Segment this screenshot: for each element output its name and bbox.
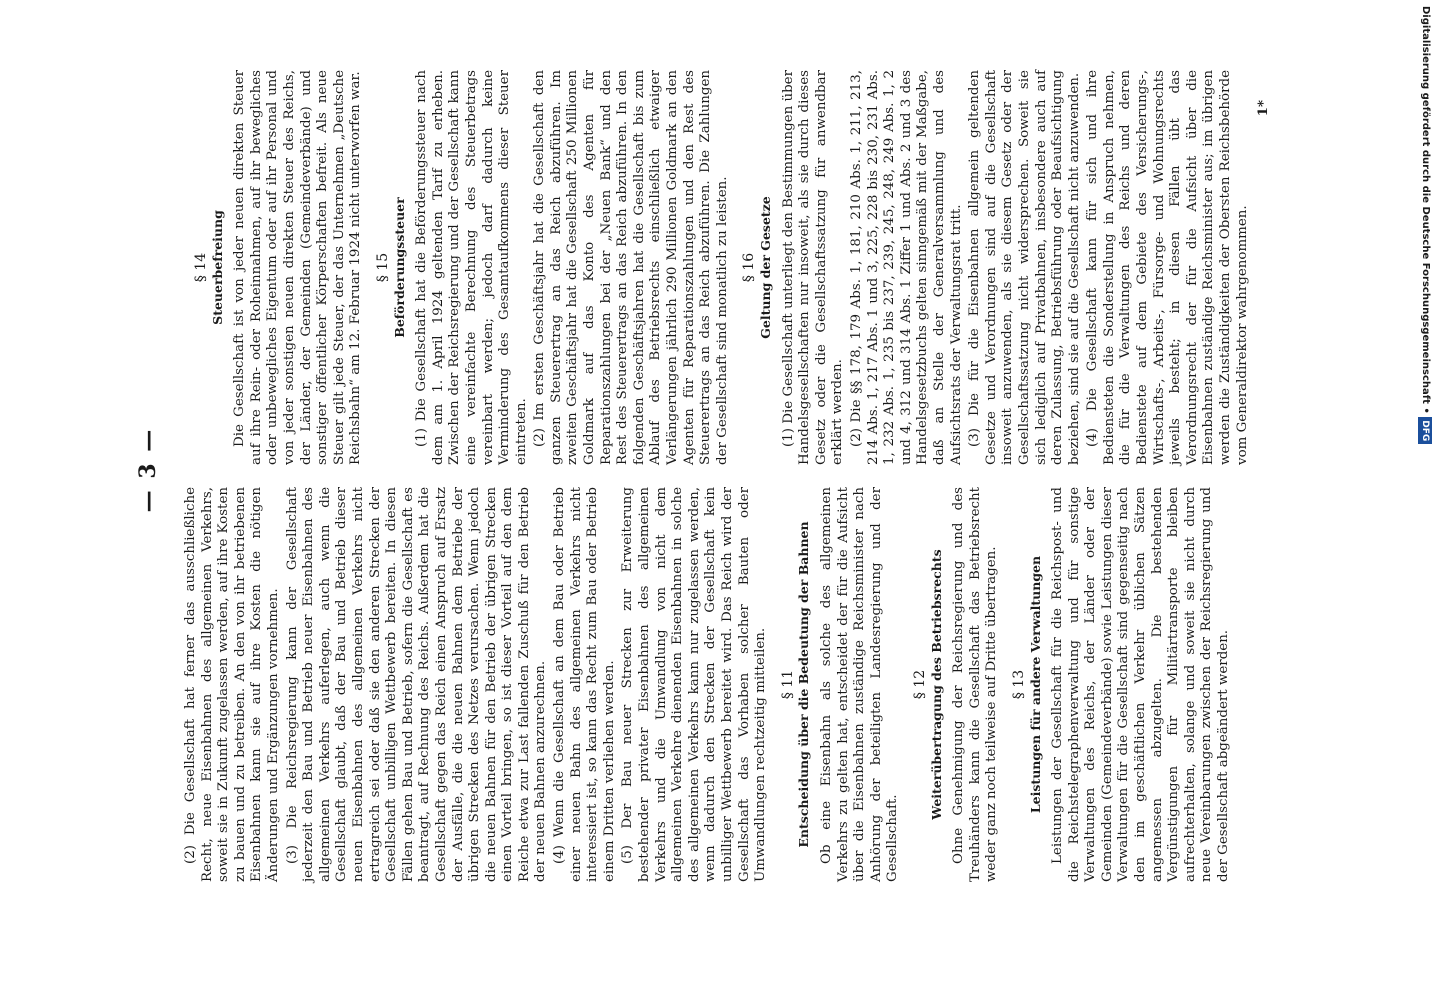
section-number: § 14	[193, 252, 209, 283]
section-title: Geltung der Gesetze	[758, 196, 773, 339]
dfg-note-text: Digitalisierung gefördert durch die Deutsche Forschungsgemeinschaft •	[1420, 6, 1431, 414]
paragraph: (4) Wenn die Gesellschaft an dem Bau oder Betrieb einer neuen Bahn des allgemeinen Verkehrs nicht interessiert ist, so kann das Recht zum Bau oder Betrieb einem Dritten verliehen werden.	[552, 487, 617, 882]
paragraph: (5) Der Bau neuer Strecken zur Erweiterung bestehender privater Eisenbahnen des allgemeinen Verkehrs und die Umwandlung von nicht dem allgemeinen Verkehre dienenden Eisenbahnen in solche des allgemeinen Verkehrs kann nur zugelassen werden, wenn dadurch den Strecken der Gesellschaft kein unbilliger Wettbewerb bereitet wird. Das Reich wird der Gesellschaft das Vorhaben solcher Bauten oder Umwandlungen rechtzeitig mitteilen.	[620, 487, 769, 882]
dfg-logo: DFG	[1418, 417, 1432, 444]
signature-mark: 1*	[1255, 100, 1272, 117]
page-number: — 3 —	[135, 427, 161, 513]
section-title: Steuerbefreiung	[209, 210, 225, 325]
paragraph: (3) Die für die Eisenbahnen allgemein geltenden Gesetze und Verordnungen sind auf die Gesellschaft insoweit anzuwenden, als sie diesem Gesetz oder der Gesellschaftssatzung nicht widersprechen. Soweit sie sich lediglich auf Privatbahnen, insbesondere auch auf deren Zulassung, Betriebsführung oder Beaufsichtigung beziehen, sind sie auf die Gesellschaft nicht anzuwenden.	[967, 70, 1082, 465]
paragraph: (1) Die Gesellschaft unterliegt den Bestimmungen über Handelsgesellschaften nur insoweit, als sie durch dieses Gesetz oder die Gesellschaftssatzung für anwendbar erklärt werden.	[780, 70, 846, 465]
paragraph: Die Gesellschaft ist von jeder neuen direkten Steuer auf ihre Rein- oder Roheinnahmen, auf ihr bewegliches oder unbewegliches Eigentum oder auf ihr Personal und von jeder sonstigen neuen direkten Steuer des Reichs, der Länder, der Gemeinden (Gemeindeverbände) und sonstiger öffentlicher Körperschaften befreit. Als neue Steuer gilt jede Steuer, der das Unternehmen „Deutsche Reichsbahn“ am 12. Februar 1924 nicht unterworfen war.	[232, 70, 364, 465]
section-number: § 13	[1010, 669, 1027, 700]
section-number: § 12	[911, 669, 928, 700]
section-title: Leistungen für andere Verwaltungen	[1027, 555, 1043, 814]
section-title: Weiterübertragung des Betriebsrechts	[928, 549, 944, 820]
right-column	[183, 70, 1272, 465]
paragraph: (4) Die Gesellschaft kann für sich und ihre Bediensteten die Sonderstellung in Anspruch nehmen, die für die Verwaltungen des Reichs und deren Bedienstete auf dem Gebiete des Versicherungs-, Wirtschafts-, Arbeits-, Fürsorge- und Wohnungsrechts jeweils besteht; in diesen Fällen übt das Verordnungsrecht der für die Aufsicht über die Eisenbahnen zuständige Reichsminister aus; im übrigen werden die Zuständigkeiten der Obersten Reichsbehörde vom Generaldirektor wahrgenommen.	[1085, 70, 1250, 465]
paragraph: (3) Die Reichsregierung kann der Gesellschaft jederzeit den Bau und Betrieb neuer Eisenbahnen des allgemeinen Verkehrs auferlegen, auch wenn die Gesellschaft glaubt, daß der Bau und Betrieb dieser neuen Eisenbahnen des allgemeinen Verkehrs nicht ertragreich sei oder daß sie den anderen Strecken der Gesellschaft unbilligen Wettbewerb bereiten. In diesen Fällen gehen Bau und Betrieb, sofern die Gesellschaft es beantragt, auf Rechnung des Reichs. Außerdem hat die Gesellschaft gegen das Reich einen Anspruch auf Ersatz der Ausfälle, die die neuen Bahnen dem Betriebe der übrigen Strecken des Netzes verursachen. Wenn jedoch die neuen Bahnen für den Betrieb der übrigen Strecken einen Vorteil bringen, so ist dieser Vorteil auf den dem Reiche etwa zur Last fallenden Zuschuß für den Betrieb der neuen Bahnen anzurechnen.	[284, 487, 549, 882]
dfg-side-note	[1418, 6, 1432, 996]
paragraph: (2) Die Gesellschaft hat ferner das ausschließliche Recht, neue Eisenbahnen des allgemeinen Verkehrs, soweit sie in Zukunft zugelassen werden, auf ihre Kosten zu bauen und zu betreiben. An den von ihr betriebenen Eisenbahnen kann sie auf ihre Kosten die nötigen Änderungen und Ergänzungen vornehmen.	[183, 487, 281, 882]
paragraph: Ob eine Eisenbahn als solche des allgemeinen Verkehrs zu gelten hat, entscheidet der für die Aufsicht über die Eisenbahnen zuständige Reichsminister nach Anhörung der beteiligten Landesregierung und der Gesellschaft.	[818, 487, 901, 882]
section-number: § 15	[374, 252, 391, 283]
section-number: § 16	[741, 252, 758, 283]
section-title: Entscheidung über die Bedeutung der Bahnen	[796, 521, 812, 848]
paragraph: Leistungen der Gesellschaft für die Reichspost- und die Reichstelegraphenverwaltung und für sonstige Verwaltungen des Reichs, der Länder oder der Gemeinden (Gemeindeverbände) sowie Leistungen dieser Verwaltungen für die Gesellschaft sind gegenseitig nach den im geschäftlichen Verkehr üblichen Sätzen angemessen abzugelten. Die bestehenden Vergünstigungen für Militärtransporte bleiben aufrechterhalten, solange und soweit sie nicht durch neue Vereinbarungen zwischen der Reichsregierung und der Gesellschaft abgeändert werden.	[1050, 487, 1232, 882]
paragraph: (1) Die Gesellschaft hat die Beförderungssteuer nach dem am 1. April 1924 geltenden Tarif zu erheben. Zwischen der Reichsregierung und der Gesellschaft kann eine vereinfachte Berechnung des Steuerbetrags vereinbart werden; jedoch darf dadurch keine Verminderung des Gesamtaufkommens dieser Steuer eintreten.	[414, 70, 529, 465]
paragraph: (2) Im ersten Geschäftsjahr hat die Gesellschaft den ganzen Steuerertrag an das Reich abzuführen. Im zweiten Geschäftsjahr hat die Gesellschaft 250 Millionen Goldmark auf das Konto des Agenten für Reparationszahlungen bei der „Neuen Bank“ und den Rest des Steuerertrags an das Reich abzuführen. In den folgenden Geschäftsjahren hat die Gesellschaft bis zum Ablauf des Betriebsrechts einschließlich etwaiger Verlängerungen jährlich 290 Millionen Goldmark an den Agenten für Reparationszahlungen und den Rest des Steuerertrags an das Reich abzuführen. Die Zahlungen der Gesellschaft sind monatlich zu leisten.	[532, 70, 730, 465]
section-title: Beförderungssteuer	[391, 197, 407, 338]
left-column	[183, 487, 1235, 882]
paragraph: (2) Die §§ 178, 179 Abs. 1, 181, 210 Abs. 1, 211, 213, 214 Abs. 1, 217 Abs. 1 und 3, 225, 228 bis 230, 231 Abs. 1, 232 Abs. 1, 235 bis 237, 239, 245, 248, 249 Abs. 1, 2 und 4, 312 und 314 Abs. 1 Ziffer 1 und Abs. 2 und 3 des Handelsgesetzbuchs gelten sinngemäß mit der Maßgabe, daß an Stelle der Generalversammlung und des Aufsichtsrats der Verwaltungsrat tritt.	[848, 70, 964, 465]
rotated-page	[135, 20, 1385, 920]
section-number: § 11	[779, 669, 796, 700]
paragraph: Ohne Genehmigung der Reichsregierung und des Treuhänders kann die Gesellschaft das Betriebsrecht weder ganz noch teilweise auf Dritte übertragen.	[951, 487, 1000, 882]
